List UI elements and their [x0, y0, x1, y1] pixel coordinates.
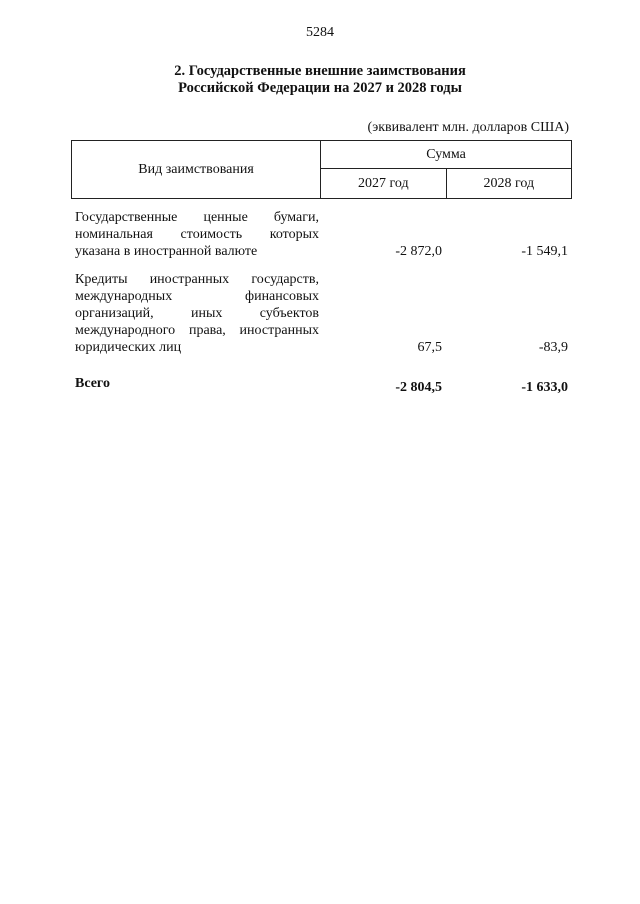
document-title-line-1: 2. Государственные внешние заимствования: [174, 63, 466, 79]
header-year-2027: 2027 год: [321, 169, 446, 199]
row-value-2028: -83,9: [538, 340, 568, 355]
units-note: (эквивалент млн. долларов США): [367, 120, 569, 135]
row-label: Кредиты иностранных государств, международных финансовых организаций, иных субъектов международного права, иностранных юридических лиц: [75, 272, 319, 355]
page-number: 5284: [306, 25, 334, 40]
total-value-2028: -1 633,0: [521, 380, 568, 395]
table-row: [75, 209, 572, 260]
table-header: [71, 140, 572, 199]
row-value-2027: 67,5: [417, 340, 442, 355]
row-label-total: Всего: [75, 376, 110, 391]
header-year-2028: 2028 год: [446, 169, 571, 199]
row-label: Государственные ценные бумаги, номинальная стоимость которых указана в иностранной валюте: [75, 210, 319, 259]
total-value-2027: -2 804,5: [395, 380, 442, 395]
table-row: [75, 271, 572, 356]
table-row-total: [75, 375, 572, 395]
row-value-2027: -2 872,0: [395, 244, 442, 259]
document-title: [0, 63, 640, 97]
row-value-2028: -1 549,1: [521, 244, 568, 259]
document-title-line-2: Российской Федерации на 2027 и 2028 годы: [178, 80, 462, 96]
header-sum: Сумма: [321, 141, 572, 169]
header-kind: Вид заимствования: [72, 141, 321, 199]
